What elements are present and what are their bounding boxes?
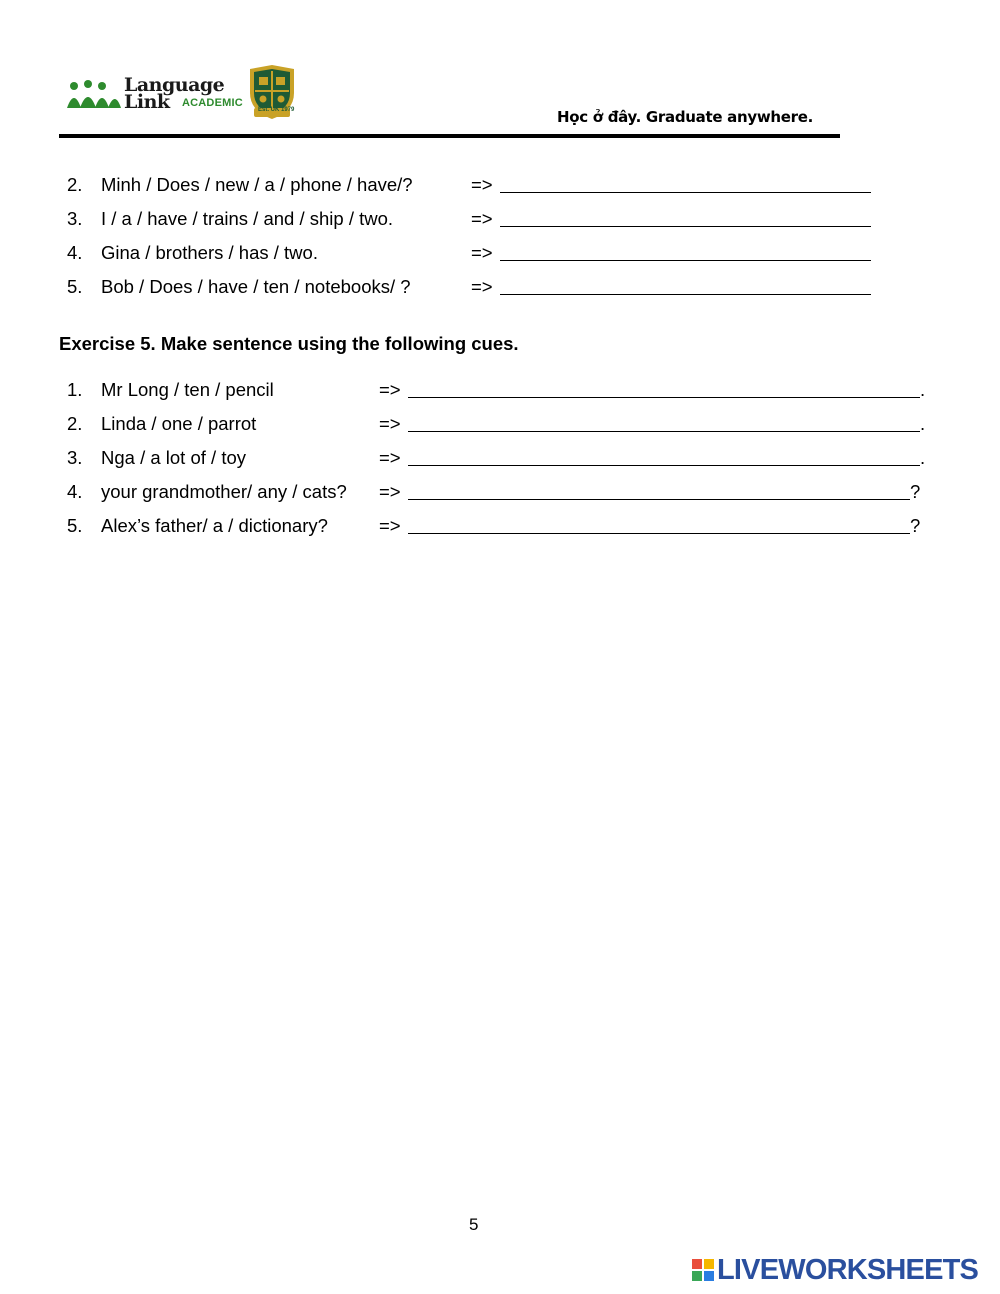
arrow: => [379, 481, 401, 502]
item-number: 3. [67, 447, 83, 468]
item-number: 2. [67, 413, 83, 434]
arrow: => [379, 515, 401, 536]
tagline: Học ở đây. Graduate anywhere. [557, 108, 814, 126]
exercise4-item [67, 206, 887, 232]
item-cue: your grandmother/ any / cats? [101, 481, 347, 502]
end-punctuation: . [920, 447, 926, 468]
exercise5-item [67, 377, 937, 403]
exercise4-item [67, 240, 887, 266]
end-punctuation: ? [910, 481, 921, 502]
item-cue: Minh / Does / new / a / phone / have/? [101, 174, 413, 195]
arrow: => [379, 447, 401, 468]
item-number: 1. [67, 379, 83, 400]
page-number: 5 [469, 1215, 479, 1234]
answer-blank[interactable] [500, 294, 871, 295]
logo-word-link: Link [124, 91, 170, 113]
item-number: 3. [67, 208, 83, 229]
exercise5-item [67, 513, 937, 539]
language-link-logo [66, 72, 243, 116]
item-number: 4. [67, 481, 83, 502]
logo-word-language: Language [124, 74, 225, 96]
item-cue: Gina / brothers / has / two. [101, 242, 318, 263]
header-divider [59, 134, 840, 138]
arrow: => [379, 379, 401, 400]
item-cue: Nga / a lot of / toy [101, 447, 246, 468]
item-cue: Mr Long / ten / pencil [101, 379, 274, 400]
exercise5-item [67, 411, 937, 437]
answer-blank[interactable] [408, 465, 920, 466]
end-punctuation: . [920, 413, 926, 434]
end-punctuation: . [920, 379, 926, 400]
people-logo-icon [66, 80, 122, 110]
item-cue: Linda / one / parrot [101, 413, 257, 434]
exercise5-item [67, 479, 937, 505]
answer-blank[interactable] [408, 499, 910, 500]
exercise5-item [67, 445, 937, 471]
crest-motto: Est. UK 1979 [258, 107, 295, 113]
liveworksheets-logo-icon [692, 1259, 714, 1281]
school-crest [246, 63, 298, 121]
end-punctuation: ? [910, 515, 921, 536]
item-number: 4. [67, 242, 83, 263]
logo-word-academic: ACADEMIC [182, 97, 243, 109]
item-cue: Bob / Does / have / ten / notebooks/ ? [101, 276, 411, 297]
item-cue: Alex’s father/ a / dictionary? [101, 515, 328, 536]
answer-blank[interactable] [408, 397, 920, 398]
arrow: => [471, 242, 493, 263]
answer-blank[interactable] [408, 431, 920, 432]
exercise5-title: Exercise 5. Make sentence using the following cues. [59, 333, 519, 354]
answer-blank[interactable] [408, 533, 910, 534]
exercise4-item [67, 274, 887, 300]
arrow: => [471, 174, 493, 195]
answer-blank[interactable] [500, 192, 871, 193]
answer-blank[interactable] [500, 260, 871, 261]
arrow: => [379, 413, 401, 434]
item-number: 2. [67, 174, 83, 195]
liveworksheets-wordmark: LIVEWORKSHEETS [717, 1254, 979, 1286]
item-cue: I / a / have / trains / and / ship / two. [101, 208, 394, 229]
answer-blank[interactable] [500, 226, 871, 227]
item-number: 5. [67, 515, 83, 536]
arrow: => [471, 276, 493, 297]
arrow: => [471, 208, 493, 229]
item-number: 5. [67, 276, 83, 297]
exercise4-item [67, 172, 887, 198]
